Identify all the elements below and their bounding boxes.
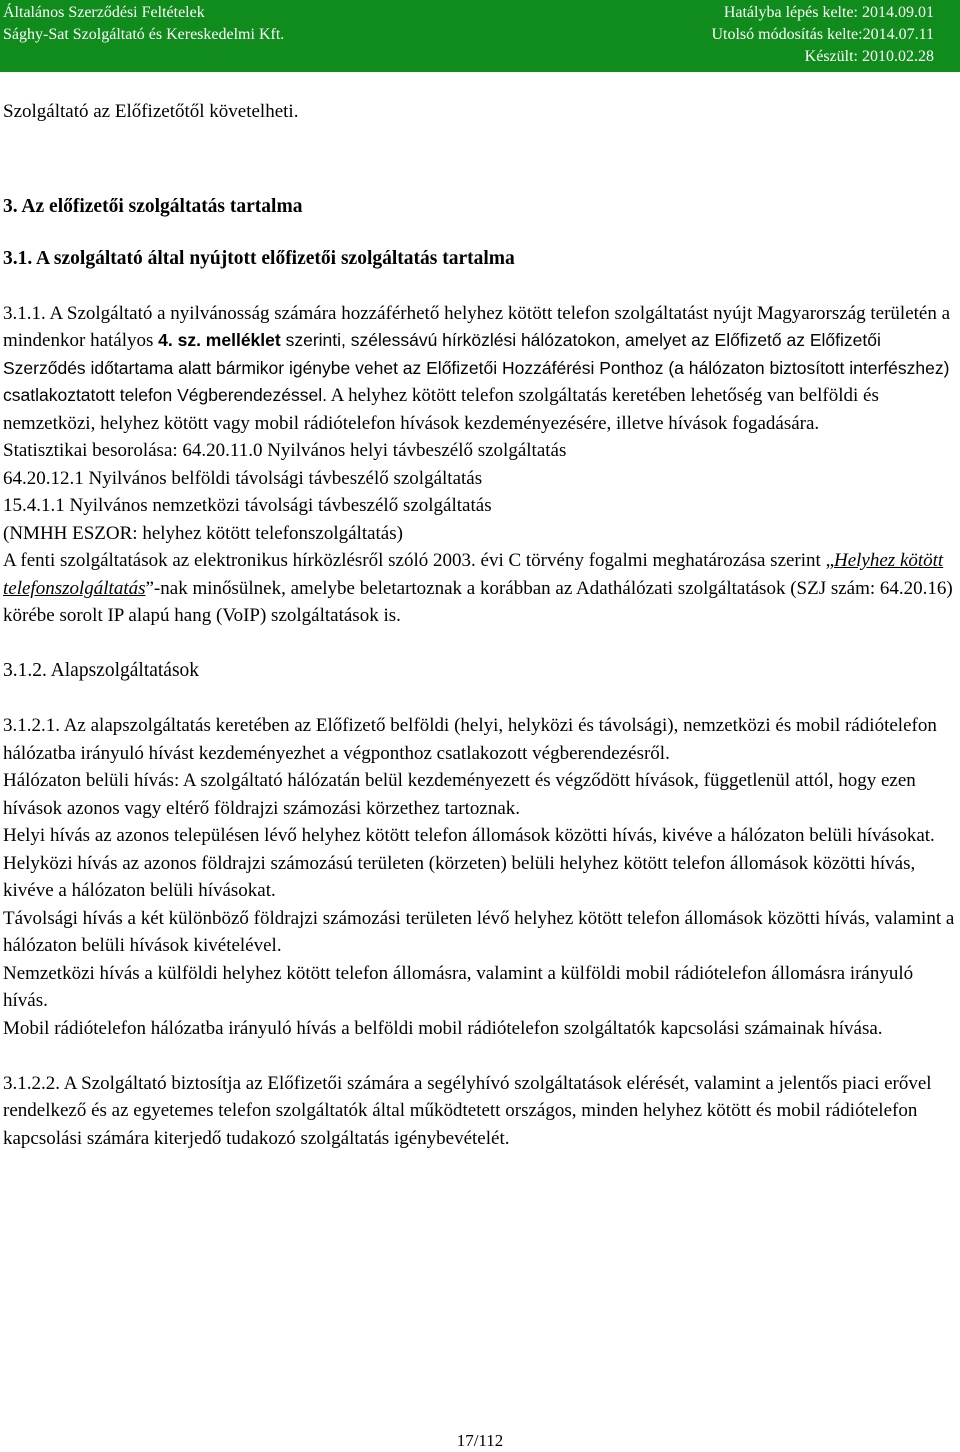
paragraph-3-1-2-1: 3.1.2.1. Az alapszolgáltatás keretében az Előfizető belföldi (helyi, helyközi és távolsági), nemzetközi és mobil rádiótelefon hálózatba irányuló hívást kezdeményezhet a végponthoz csatlakozott végberendezésről.	[3, 715, 937, 764]
document-body	[3, 98, 958, 1152]
stat-line-1: Statisztikai besorolása: 64.20.11.0 Nyilvános helyi távbeszélő szolgáltatás	[3, 440, 567, 461]
paragraph-3-1-1-start: 3.1.1. A Szolgáltató a nyilvánosság számára hozzáférhető helyhez kötött telefon szolgáltatást nyújt Magyarország területén a mindenkor hatályos	[3, 302, 951, 351]
intro-fragment: Szolgáltató az Előfizetőtől követelheti.	[3, 101, 299, 122]
page-number: 17/112	[456, 1431, 504, 1450]
header-right-block	[711, 2, 934, 68]
definition-regional-call: Helyközi hívás az azonos földrajzi számozású területen (körzeten) belüli helyhez kötött telefon állomások közötti hívás, kivéve a hálózaton belüli hívásokat.	[3, 852, 916, 901]
definition-long-distance-call: Távolsági hívás a két különböző földrajzi számozási területen lévő helyhez kötött telefon állomások közötti hívás, valamint a hálózaton belüli hívások kivételével.	[3, 907, 955, 956]
section-3-1-2-heading: 3.1.2. Alapszolgáltatások	[3, 660, 200, 681]
modified-date: Utolsó módosítás kelte:2014.07.11	[711, 26, 934, 43]
stat-line-4: (NMHH ESZOR: helyhez kötött telefonszolgáltatás)	[3, 522, 403, 544]
paragraph-3-1-1	[3, 300, 958, 438]
definition-network-internal: Hálózaton belüli hívás: A szolgáltató hálózatán belül kezdeményezett és végződött hívások, függetlenül attól, hogy ezen hívások azonos vagy eltérő földrajzi számozási körzethez tartoznak.	[3, 770, 916, 819]
law-paragraph-rest: ”-nak minősülnek, amelybe beletartoznak a korábban az Adathálózati szolgáltatások (SZJ szám: 64.20.16) körébe sorolt IP alapú hang (VoIP) szolgáltatások is.	[3, 577, 953, 626]
law-term: Helyhez kötött telefonszolgáltatás	[3, 550, 944, 599]
stat-line-2: 64.20.12.1 Nyilvános belföldi távolsági távbeszélő szolgáltatás	[3, 467, 483, 489]
law-paragraph-start: A fenti szolgáltatások az elektronikus hírközlésről szóló 2003. évi C törvény fogalmi meghatározása szerint „	[3, 550, 834, 571]
section-3-1-heading: 3.1. A szolgáltató által nyújtott előfizetői szolgáltatás tartalma	[3, 248, 515, 269]
section-3-heading: 3. Az előfizetői szolgáltatás tartalma	[3, 195, 303, 217]
header-left-block	[3, 2, 284, 46]
paragraph-3-1-2-2: 3.1.2.2. A Szolgáltató biztosítja az Előfizetői számára a segélyhívó szolgáltatások elérését, valamint a jelentős piaci erővel rendelkező és az egyetemes telefon szolgáltatók által működtetett országos, minden helyhez kötött és mobil rádiótelefon kapcsolási számára kiterjedő tudakozó szolgáltatás igénybevételét.	[3, 1072, 932, 1149]
document-title: Általános Szerződési Feltételek	[3, 4, 205, 21]
law-paragraph	[3, 547, 958, 630]
definition-mobile-call: Mobil rádiótelefon hálózatba irányuló hívás a belföldi mobil rádiótelefon szolgáltatók kapcsolási számainak hívása.	[3, 1017, 883, 1039]
document-header	[0, 0, 960, 72]
company-name: Sághy-Sat Szolgáltató és Kereskedelmi Kft.	[3, 26, 285, 43]
created-date: Készült: 2010.02.28	[804, 48, 934, 65]
paragraph-3-1-1-cont: A helyhez kötött telefon szolgáltatás keretében lehetőség van belföldi és nemzetközi, helyhez kötött vagy mobil rádiótelefon hívások kezdeményezésére, illetve hívások fogadására.	[3, 385, 879, 434]
definition-international-call: Nemzetközi hívás a külföldi helyhez kötött telefon állomásra, valamint a külföldi mobil rádiótelefon állomásra irányuló hívás.	[3, 962, 914, 1011]
stat-line-3: 15.4.1.1 Nyilvános nemzetközi távolsági távbeszélő szolgáltatás	[3, 495, 492, 516]
paragraph-3-1-1-rest: szerinti, szélessávú hírközlési hálózatokon, amelyet az Előfizető az Előfizetői Szerződés időtartama alatt bármikor igénybe vehet az Előfizetői Hozzáférési Ponthoz (a hálózaton biztosított interfészhez) csatlakoztatott telefon Végberendezéssel.	[3, 330, 950, 405]
effective-date: Hatályba lépés kelte: 2014.09.01	[723, 4, 934, 21]
definition-local-call: Helyi hívás az azonos településen lévő helyhez kötött telefon állomások közötti hívás, kivéve a hálózaton belüli hívásokat.	[3, 825, 935, 846]
annex-reference: 4. sz. melléklet	[158, 330, 281, 350]
